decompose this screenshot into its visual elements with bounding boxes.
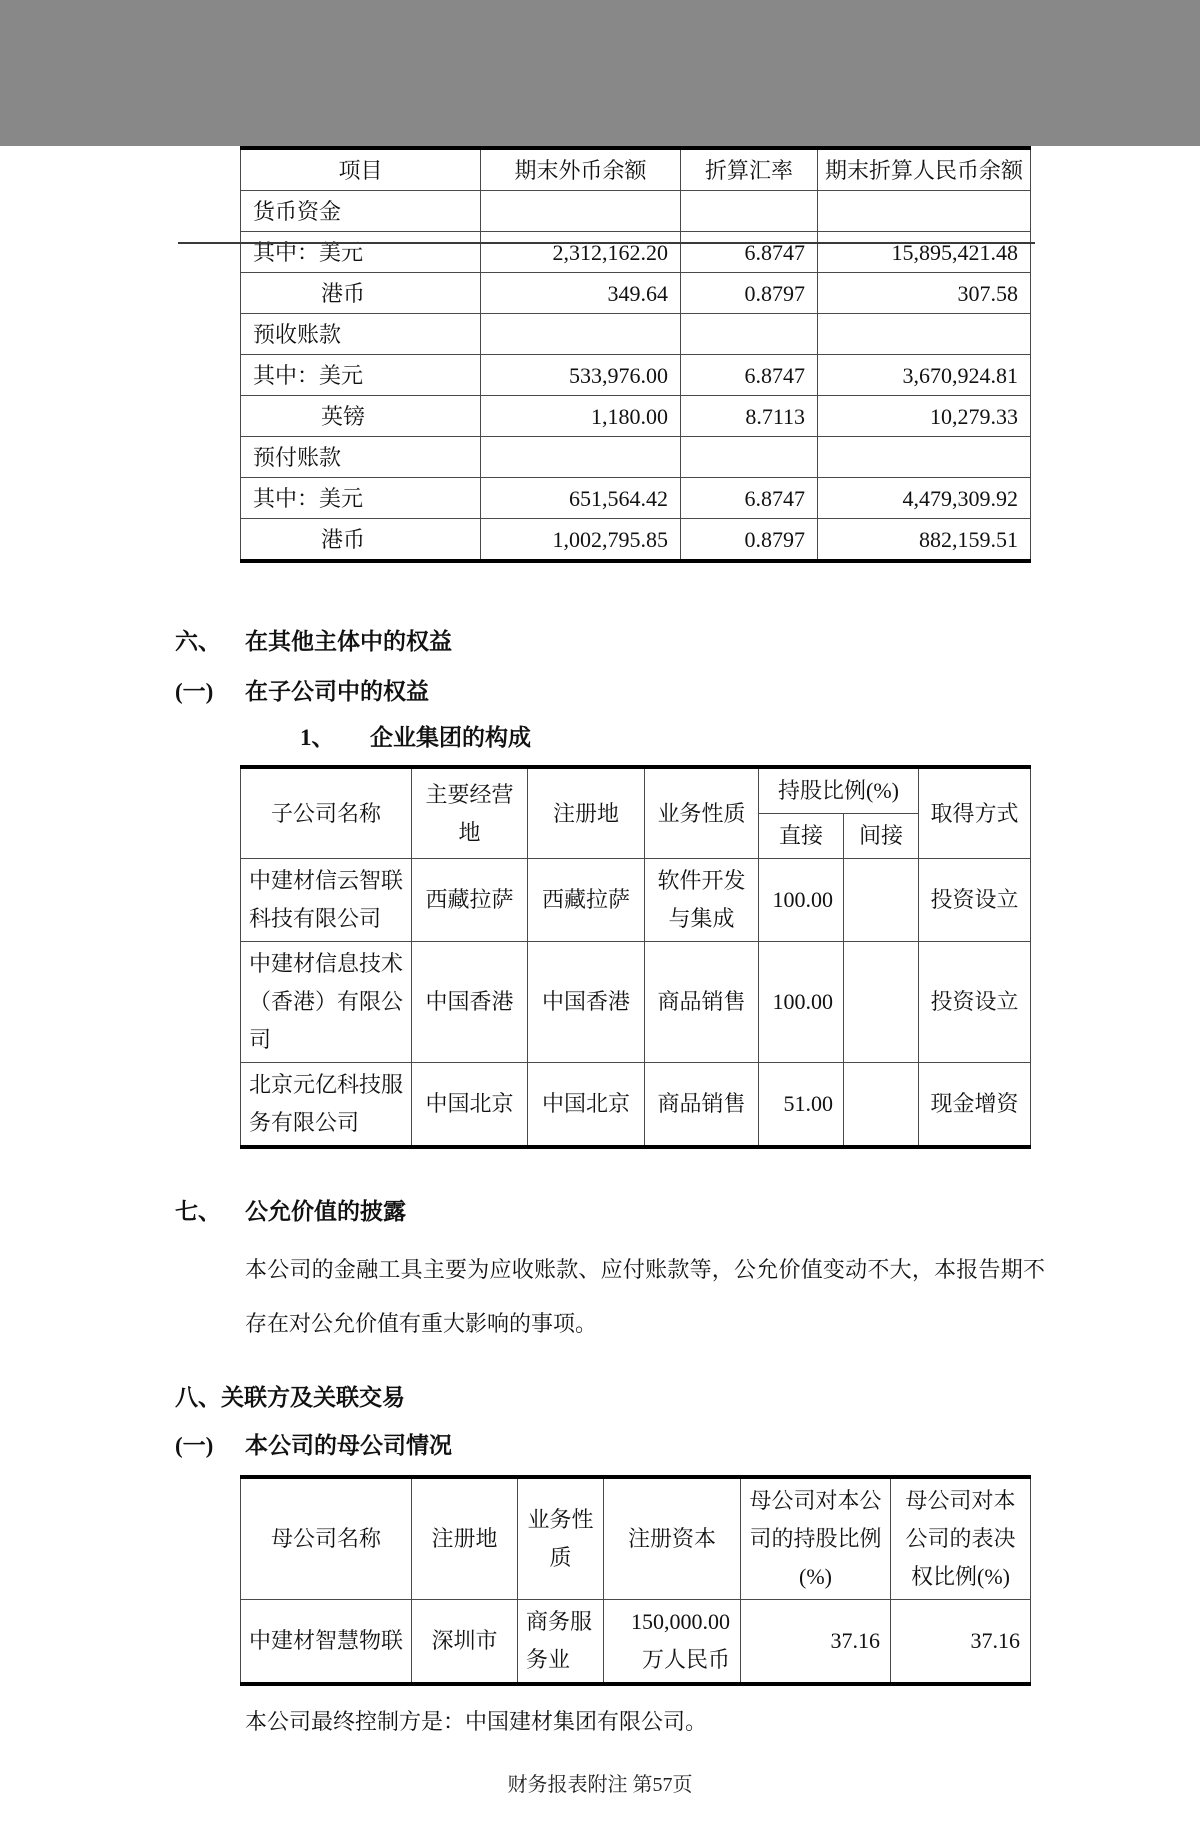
section-title: 关联方及关联交易 (221, 1385, 405, 1410)
table-row: 中建材信息技术（香港）有限公司 中国香港 中国香港 商品销售 100.00 投资设立 (241, 942, 1031, 1063)
fx-item: 其中：美元 (241, 232, 481, 273)
parent-col-capital: 注册资本 (604, 1477, 741, 1600)
table-row: 其中：美元 2,312,162.20 6.8747 15,895,421.48 (241, 232, 1031, 273)
sub-col-indirect: 间接 (844, 814, 919, 859)
section-number: 八、 (175, 1385, 221, 1410)
fx-item: 其中：美元 (241, 355, 481, 396)
ultimate-controller-note: 本公司最终控制方是：中国建材集团有限公司。 (245, 1709, 708, 1734)
table-row: 其中：美元 651,564.42 6.8747 4,479,309.92 (241, 478, 1031, 519)
fx-item: 预收账款 (241, 314, 481, 355)
sub-col-business: 业务性质 (645, 767, 759, 859)
fx-item: 其中：美元 (241, 478, 481, 519)
fx-col-foreign-balance: 期末外币余额 (481, 148, 681, 191)
section-number: 1、 (300, 725, 335, 750)
page-footer: 财务报表附注 第57页 (507, 1774, 693, 1796)
sub-col-name: 子公司名称 (241, 767, 412, 859)
fx-item: 预付账款 (241, 437, 481, 478)
table-row: 北京元亿科技服务有限公司 中国北京 中国北京 商品销售 51.00 现金增资 (241, 1063, 1031, 1148)
section-8-heading (175, 1381, 1200, 1415)
sub-col-reg-location: 注册地 (528, 767, 645, 859)
parent-company-table (240, 1475, 1031, 1686)
section-6-heading (175, 625, 1200, 659)
table-row: 港币 1,002,795.85 0.8797 882,159.51 (241, 519, 1031, 562)
parent-col-reg-location: 注册地 (412, 1477, 518, 1600)
fx-item: 港币 (241, 519, 481, 562)
table-header-row (241, 767, 1031, 814)
section-6-1-1-heading (300, 721, 1200, 755)
subsidiary-name: 北京元亿科技服务有限公司 (241, 1063, 412, 1148)
sub-col-main-location: 主要经营地 (412, 767, 528, 859)
sub-col-direct: 直接 (759, 814, 844, 859)
section-title: 公允价值的披露 (245, 1199, 406, 1224)
page-root (0, 146, 1200, 1842)
fx-item: 英镑 (241, 396, 481, 437)
fx-item: 港币 (241, 273, 481, 314)
table-header-row (241, 1477, 1031, 1600)
header-divider (178, 242, 1035, 244)
section-7-heading (175, 1195, 1200, 1229)
table-row: 港币 349.64 0.8797 307.58 (241, 273, 1031, 314)
parent-col-name: 母公司名称 (241, 1477, 412, 1600)
section-6-1-heading (175, 675, 1200, 709)
fx-col-rate: 折算汇率 (681, 148, 818, 191)
section-7-body: 本公司的金融工具主要为应收账款、应付账款等，公允价值变动不大，本报告期不存在对公允价值有重大影响的事项。 (245, 1257, 1045, 1336)
table-row: 其中：美元 533,976.00 6.8747 3,670,924.81 (241, 355, 1031, 396)
section-8-1-heading (175, 1429, 1200, 1463)
fx-col-rmb-balance: 期末折算人民币余额 (818, 148, 1031, 191)
section-number: 六、 (175, 629, 221, 654)
section-number: 七、 (175, 1199, 221, 1224)
foreign-currency-table (240, 146, 1031, 563)
section-title: 本公司的母公司情况 (245, 1433, 452, 1458)
parent-col-holding-ratio: 母公司对本公司的持股比例(%) (741, 1477, 891, 1600)
section-number: (一) (175, 679, 214, 704)
sub-col-method: 取得方式 (919, 767, 1031, 859)
fx-item: 货币资金 (241, 191, 481, 232)
sub-col-holding-ratio: 持股比例(%) (759, 767, 919, 814)
subsidiaries-table (240, 765, 1031, 1149)
fx-col-item: 项目 (241, 148, 481, 191)
parent-col-voting-ratio: 母公司对本公司的表决权比例(%) (891, 1477, 1031, 1600)
table-header-row (241, 148, 1031, 191)
parent-name: 中建材智慧物联 (241, 1600, 412, 1685)
section-title: 企业集团的构成 (370, 725, 531, 750)
table-row: 中建材智慧物联 深圳市 商务服务业 150,000.00万人民币 37.16 37.16 (241, 1600, 1031, 1685)
section-number: (一) (175, 1433, 214, 1458)
section-title: 在其他主体中的权益 (245, 629, 452, 654)
section-title: 在子公司中的权益 (245, 679, 429, 704)
subsidiary-name: 中建材信息技术（香港）有限公司 (241, 942, 412, 1063)
table-row (241, 191, 1031, 232)
parent-col-business: 业务性质 (518, 1477, 604, 1600)
subsidiary-name: 中建材信云智联科技有限公司 (241, 859, 412, 942)
table-row: 英镑 1,180.00 8.7113 10,279.33 (241, 396, 1031, 437)
table-row (241, 314, 1031, 355)
table-row: 中建材信云智联科技有限公司 西藏拉萨 西藏拉萨 软件开发与集成 100.00 投资设立 (241, 859, 1031, 942)
table-row (241, 437, 1031, 478)
